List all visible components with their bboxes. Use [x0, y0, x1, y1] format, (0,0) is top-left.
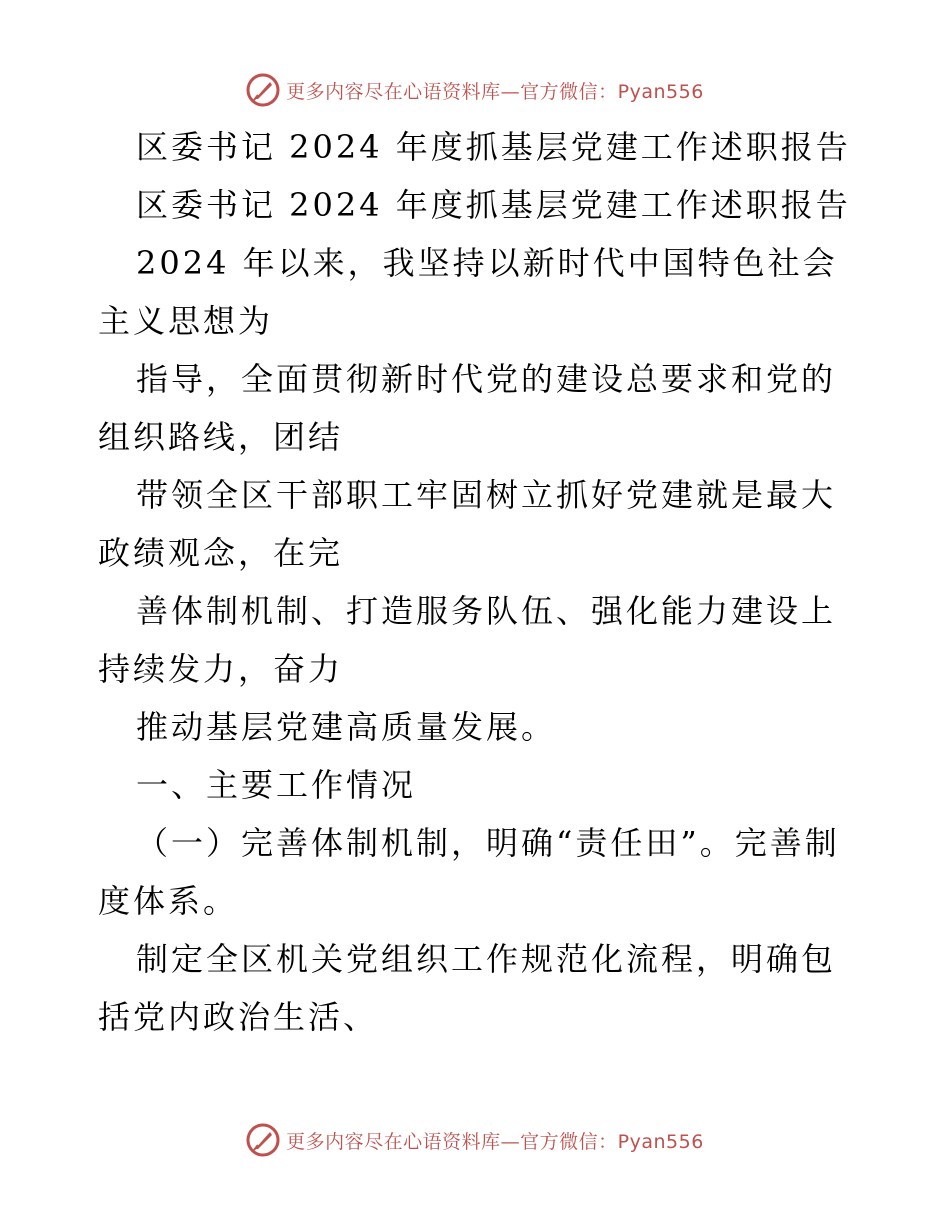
paragraph: 善体制机制、打造服务队伍、强化能力建设上持续发力，奋力 [98, 592, 837, 688]
paragraph: 带领全区干部职工牢固树立抓好党建就是最大政绩观念，在完 [98, 476, 837, 572]
watermark-footer [0, 1120, 950, 1160]
paragraph: 推动基层党建高质量发展。 [136, 708, 557, 746]
watermark-text: 更多内容尽在心语资料库—官方微信：Pyan556 [286, 80, 704, 103]
section-heading: 一、主要工作情况 [136, 766, 417, 804]
paragraph: 制定全区机关党组织工作规范化流程，明确包括党内政治生活、 [98, 940, 837, 1036]
paragraph: 2024 年以来，我坚持以新时代中国特色社会主义思想为 [98, 244, 838, 340]
subsection-heading: （一）完善体制机制，明确“责任田”。完善制度体系。 [98, 824, 840, 920]
watermark-text: 更多内容尽在心语资料库—官方微信：Pyan556 [286, 1130, 704, 1153]
feather-logo-icon [246, 1123, 280, 1157]
document-body [98, 118, 858, 1046]
document-title-repeat: 区委书记 2024 年度抓基层党建工作述职报告 [136, 186, 851, 224]
watermark-header [0, 70, 950, 110]
paragraph: 指导，全面贯彻新时代党的建设总要求和党的组织路线，团结 [98, 360, 837, 456]
document-title: 区委书记 2024 年度抓基层党建工作述职报告 [136, 128, 851, 166]
feather-logo-icon [246, 73, 280, 107]
